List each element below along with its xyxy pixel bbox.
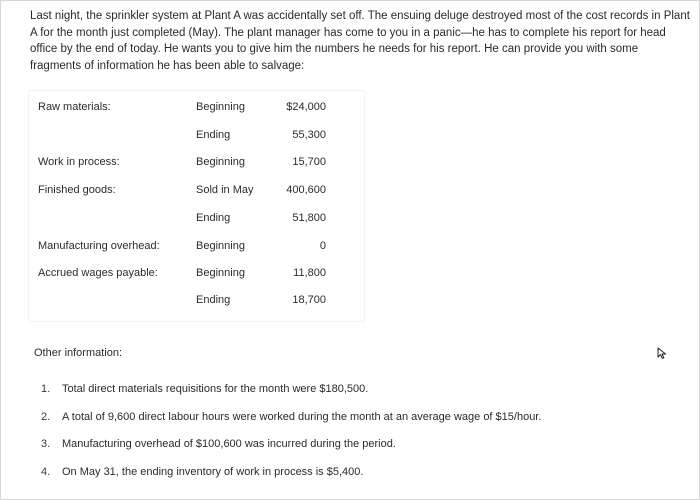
fragment-row <box>29 290 364 310</box>
fragment-category: Finished goods: <box>38 184 116 196</box>
fragment-type: Beginning <box>196 267 245 279</box>
fragment-type: Ending <box>196 212 231 224</box>
list-item-text: A total of 9,600 direct labour hours were worked during the month at an average wage of $15/hour. <box>62 410 542 423</box>
fragment-row <box>29 125 364 145</box>
list-item-number: 4. <box>41 465 51 478</box>
list-item <box>37 379 677 407</box>
fragment-amount: 51,800 <box>292 212 326 224</box>
list-item <box>37 407 677 435</box>
fragment-amount: 400,600 <box>286 184 326 196</box>
fragment-category: Raw materials: <box>38 101 111 113</box>
list-item-number: 2. <box>41 410 51 423</box>
fragments-table <box>29 91 364 321</box>
fragment-type: Beginning <box>196 101 245 113</box>
list-item <box>37 462 677 490</box>
fragment-amount: $24,000 <box>286 101 326 113</box>
mouse-pointer-icon <box>655 346 669 360</box>
other-information-heading: Other information: <box>34 347 123 359</box>
fragment-category: Work in process: <box>38 156 120 168</box>
fragment-type: Beginning <box>196 240 245 252</box>
intro-paragraph: Last night, the sprinkler system at Plant A was accidentally set off. The ensuing deluge destroyed most of the cost records in Plant A for the month just completed (May). The plant manager has come to you in a panic—he has to complete his report for head office by the end of today. He wants you to give him the numbers he needs for his report. He can provide you with some fragments of information he has been able to salvage: <box>30 10 690 72</box>
fragment-category: Manufacturing overhead: <box>38 240 160 252</box>
other-information-list <box>37 379 677 489</box>
fragment-amount: 15,700 <box>292 156 326 168</box>
fragment-type: Ending <box>196 129 231 141</box>
fragment-row <box>29 180 364 200</box>
list-item <box>37 434 677 462</box>
list-item-number: 3. <box>41 438 51 450</box>
fragment-type: Sold in May <box>196 184 254 196</box>
fragment-row <box>29 236 364 256</box>
fragment-row <box>29 97 364 117</box>
list-item-text: Manufacturing overhead of $100,600 was incurred during the period. <box>62 438 396 450</box>
fragment-type: Ending <box>196 294 231 306</box>
fragment-row <box>29 152 364 172</box>
fragment-row <box>29 263 364 283</box>
fragment-row <box>29 208 364 228</box>
fragment-amount: 18,700 <box>292 294 326 306</box>
list-item-text: On May 31, the ending inventory of work in process is $5,400. <box>62 465 364 478</box>
list-item-number: 1. <box>41 383 51 395</box>
fragment-category: Accrued wages payable: <box>38 267 158 279</box>
fragment-amount: 11,800 <box>293 267 326 279</box>
fragment-type: Beginning <box>196 156 245 168</box>
list-item-text: Total direct materials requisitions for the month were $180,500. <box>62 383 369 395</box>
fragment-amount: 0 <box>319 240 326 252</box>
fragment-amount: 55,300 <box>292 129 326 141</box>
